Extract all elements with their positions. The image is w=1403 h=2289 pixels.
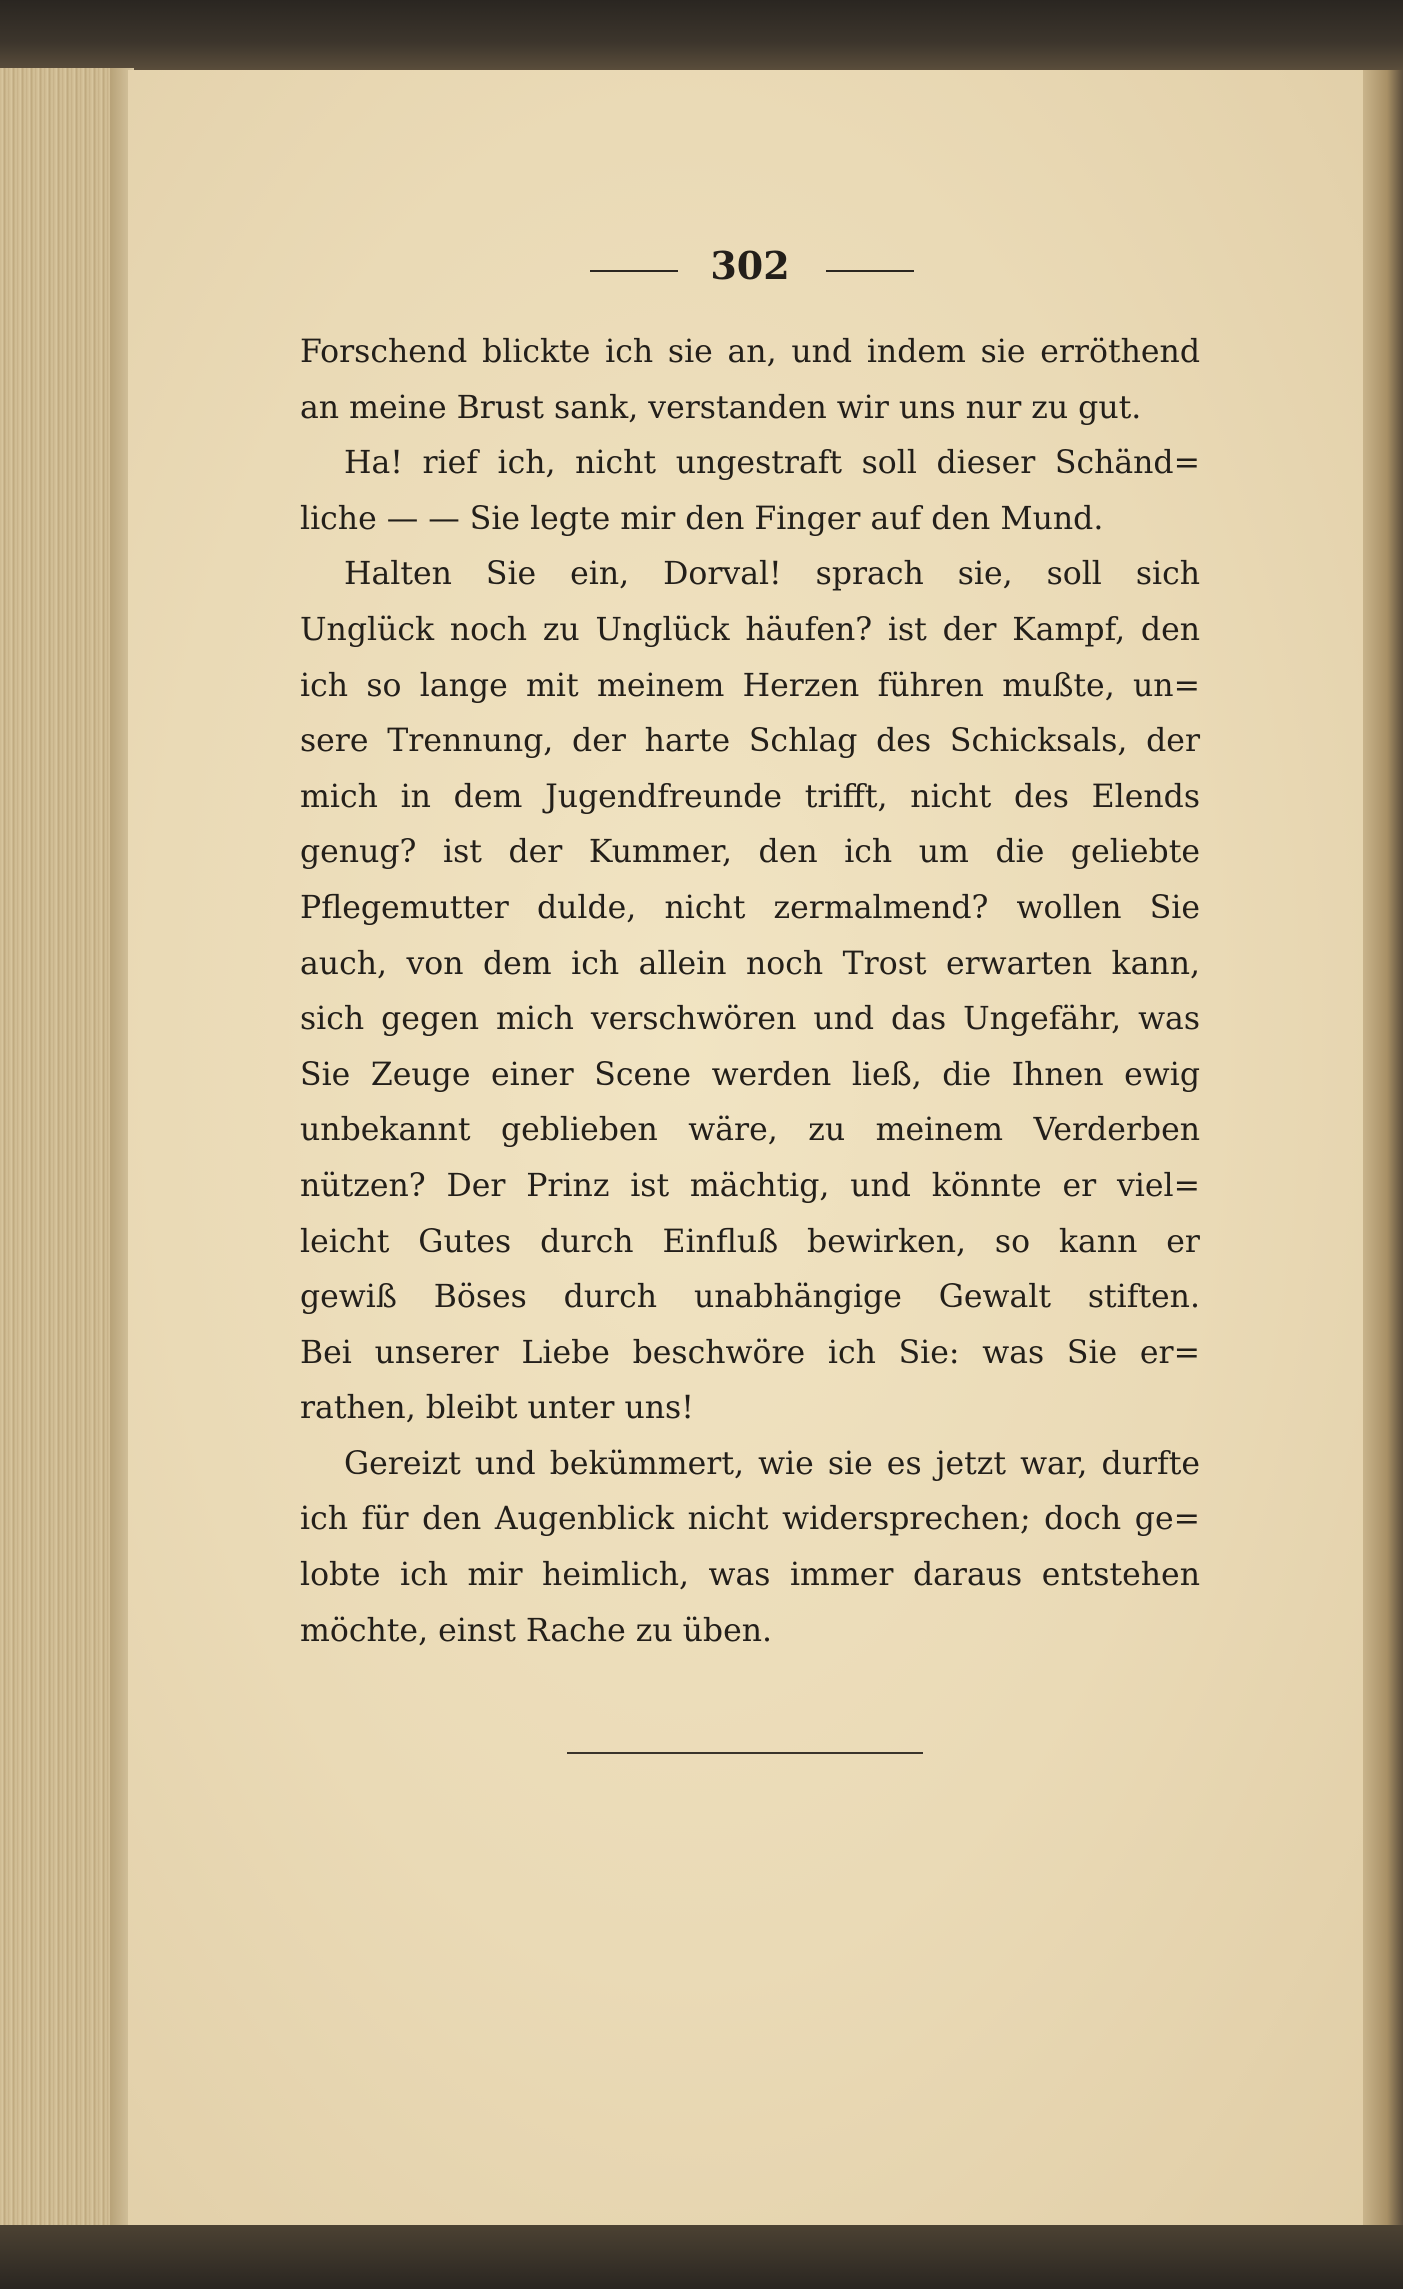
text-line: leicht Gutes durch Einfluß bewirken, so kann er xyxy=(300,1223,1200,1260)
next-page-edge xyxy=(1363,70,1403,2228)
text-line: rathen, bleibt unter uns! xyxy=(300,1390,694,1427)
text-line: gewiß Böses durch unabhängige Gewalt stiften. xyxy=(300,1279,1200,1316)
page-header xyxy=(580,243,920,293)
text-line: auch, von dem ich allein noch Trost erwarten kann, xyxy=(300,945,1200,982)
text-line: lobte ich mir heimlich, was immer daraus entstehen xyxy=(300,1557,1200,1594)
text-line: Unglück noch zu Unglück häufen? ist der Kampf, den xyxy=(300,611,1200,648)
text-line: Halten Sie ein, Dorval! sprach sie, soll sich xyxy=(344,556,1200,593)
book-bottom-edge xyxy=(0,2225,1403,2289)
text-line: nützen? Der Prinz ist mächtig, und könnte er viel= xyxy=(300,1167,1200,1204)
text-line: mich in dem Jugendfreunde trifft, nicht des Elends xyxy=(300,778,1200,815)
text-line: an meine Brust sank, verstanden wir uns nur zu gut. xyxy=(300,389,1142,426)
page-number: 302 xyxy=(710,243,790,288)
text-line: Bei unserer Liebe beschwöre ich Sie: was Sie er= xyxy=(300,1334,1200,1371)
text-line: Ha! rief ich, nicht ungestraft soll dieser Schänd= xyxy=(344,445,1200,482)
text-line: möchte, einst Rache zu üben. xyxy=(300,1612,773,1649)
end-rule xyxy=(567,1752,923,1754)
text-line: unbekannt geblieben wäre, zu meinem Verderben xyxy=(300,1112,1200,1149)
header-rule-right xyxy=(826,270,914,272)
text-line: ich für den Augenblick nicht widersprechen; doch ge= xyxy=(300,1501,1200,1538)
text-line: genug? ist der Kummer, den ich um die geliebte xyxy=(300,834,1200,871)
book-top-edge xyxy=(0,0,1403,70)
text-line: Sie Zeuge einer Scene werden ließ, die Ihnen ewig xyxy=(300,1056,1200,1093)
text-line: ich so lange mit meinem Herzen führen mußte, un= xyxy=(300,667,1200,704)
header-rule-left xyxy=(590,270,678,272)
text-line: Pflegemutter dulde, nicht zermalmend? wollen Sie xyxy=(300,889,1200,926)
text-line: Gereizt und bekümmert, wie sie es jetzt war, durfte xyxy=(344,1445,1200,1482)
text-line: liche — — Sie legte mir den Finger auf den Mund. xyxy=(300,500,1104,537)
text-line: Forschend blickte ich sie an, und indem sie erröthend xyxy=(300,334,1200,370)
text-line: sich gegen mich verschwören und das Ungefähr, was xyxy=(300,1001,1200,1038)
body-text xyxy=(300,325,1200,1659)
text-line: sere Trennung, der harte Schlag des Schicksals, der xyxy=(300,723,1200,760)
